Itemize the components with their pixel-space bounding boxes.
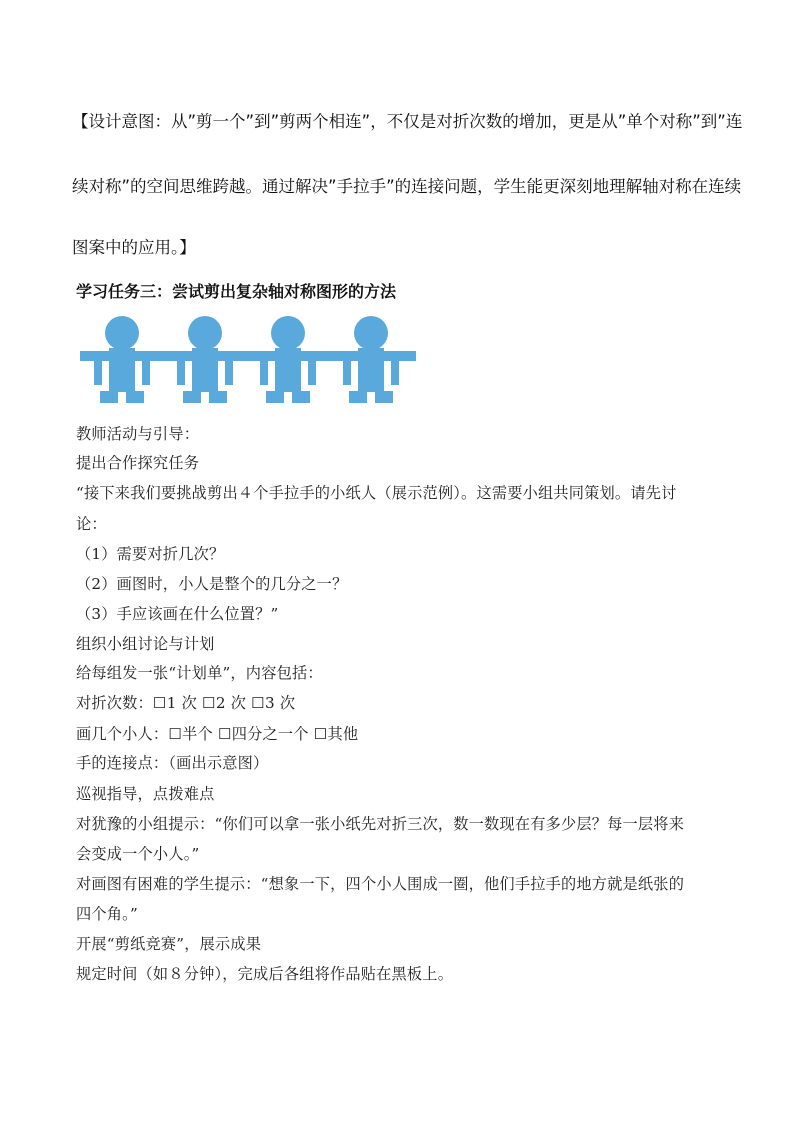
body-line-8: 组织小组讨论与计划	[76, 635, 215, 653]
body-line-9: 给每组发一张“计划单”，内容包括：	[76, 664, 323, 682]
task-title: 学习任务三：尝试剪出复杂轴对称图形的方法	[76, 282, 397, 301]
plan-sheet-doll-count: 画几个小人：☐半个 ☐四分之一个 ☐其他	[76, 725, 359, 743]
body-line-16: 对画图有困难的学生提示：“想象一下，四个小人围成一圈，他们手拉手的地方就是纸张的	[76, 875, 685, 893]
body-line-3: “接下来我们要挑战剪出４个手拉手的小纸人（展示范例）。这需要小组共同策划。请先讨	[76, 484, 677, 502]
body-line-19: 规定时间（如８分钟），完成后各组将作品贴在黑板上。	[76, 965, 454, 983]
body-line-18: 开展“剪纸竞赛”，展示成果	[76, 935, 262, 953]
design-intent-line-3: 图案中的应用。】	[72, 238, 196, 257]
plan-sheet-hand-point: 手的连接点：（画出示意图）	[76, 754, 269, 772]
plan-sheet-fold-count: 对折次数：☐1 次 ☐2 次 ☐3 次	[76, 694, 296, 712]
body-line-2: 提出合作探究任务	[76, 454, 200, 472]
body-line-13: 巡视指导，点拨难点	[76, 785, 215, 803]
body-line-6: （2）画图时，小人是整个的几分之一？	[76, 575, 348, 593]
body-line-5: （1）需要对折几次？	[76, 545, 225, 563]
body-line-1: 教师活动与引导：	[76, 425, 200, 443]
body-line-15: 会变成一个小人。”	[76, 845, 200, 863]
body-line-4: 论：	[76, 515, 107, 533]
body-line-17: 四个角。”	[76, 905, 138, 923]
body-line-14: 对犹豫的小组提示：“你们可以拿一张小纸先对折三次，数一数现在有多少层？每一层将来	[76, 815, 685, 833]
body-line-7: （3）手应该画在什么位置？”	[76, 605, 279, 623]
design-intent-line-1: 【设计意图：从”剪一个”到”剪两个相连”，不仅是对折次数的增加，更是从”单个对称”到”连	[72, 112, 743, 131]
paper-dolls-figure	[80, 315, 416, 409]
design-intent-line-2: 续对称”的空间思维跨越。通过解决”手拉手”的连接问题，学生能更深刻地理解轴对称在连续	[72, 177, 742, 196]
